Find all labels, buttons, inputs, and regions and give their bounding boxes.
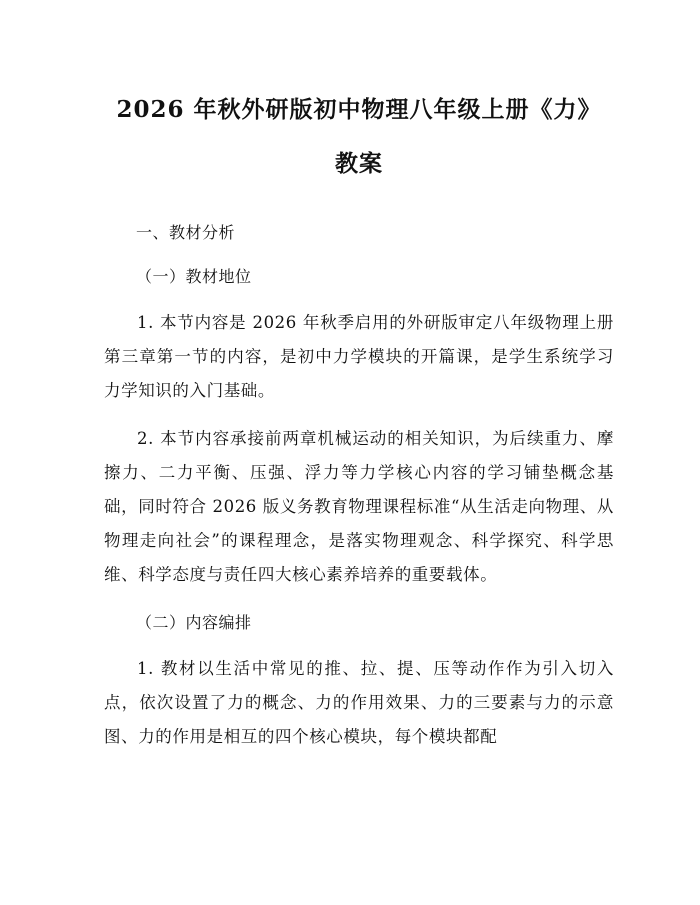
paragraph-position-1: 1. 本节内容是 2026 年秋季启用的外研版审定八年级物理上册第三章第一节的内容，是初中力学模块的开篇课，是学生系统学习力学知识的入门基础。 (104, 313, 614, 400)
title-line-2: 教案 (335, 150, 383, 177)
subheading-textbook-position: （一）教材地位 (136, 267, 252, 286)
section-heading-textbook-analysis: 一、教材分析 (136, 223, 236, 242)
paragraph-position-2: 2. 本节内容承接前两章机械运动的相关知识，为后续重力、摩擦力、二力平衡、压强、浮力等力学核心内容的学习铺垫概念基础，同时符合 2026 版义务教育物理课程标准“从生活走向物理、从物理走向社会”的课程理念，是落实物理观念、科学探究、科学思维、科学态度与责任四大核心素养培养的重要载体。 (104, 429, 614, 584)
paragraph-arrangement-1: 1. 教材以生活中常见的推、拉、提、压等动作作为引入切入点，依次设置了力的概念、力的作用效果、力的三要素与力的示意图、力的作用是相互的四个核心模块，每个模块都配 (104, 659, 614, 746)
document-title (104, 86, 614, 188)
title-line-1: 2026 年秋外研版初中物理八年级上册《力》 (116, 96, 602, 123)
subheading-content-arrangement: （二）内容编排 (136, 613, 252, 632)
